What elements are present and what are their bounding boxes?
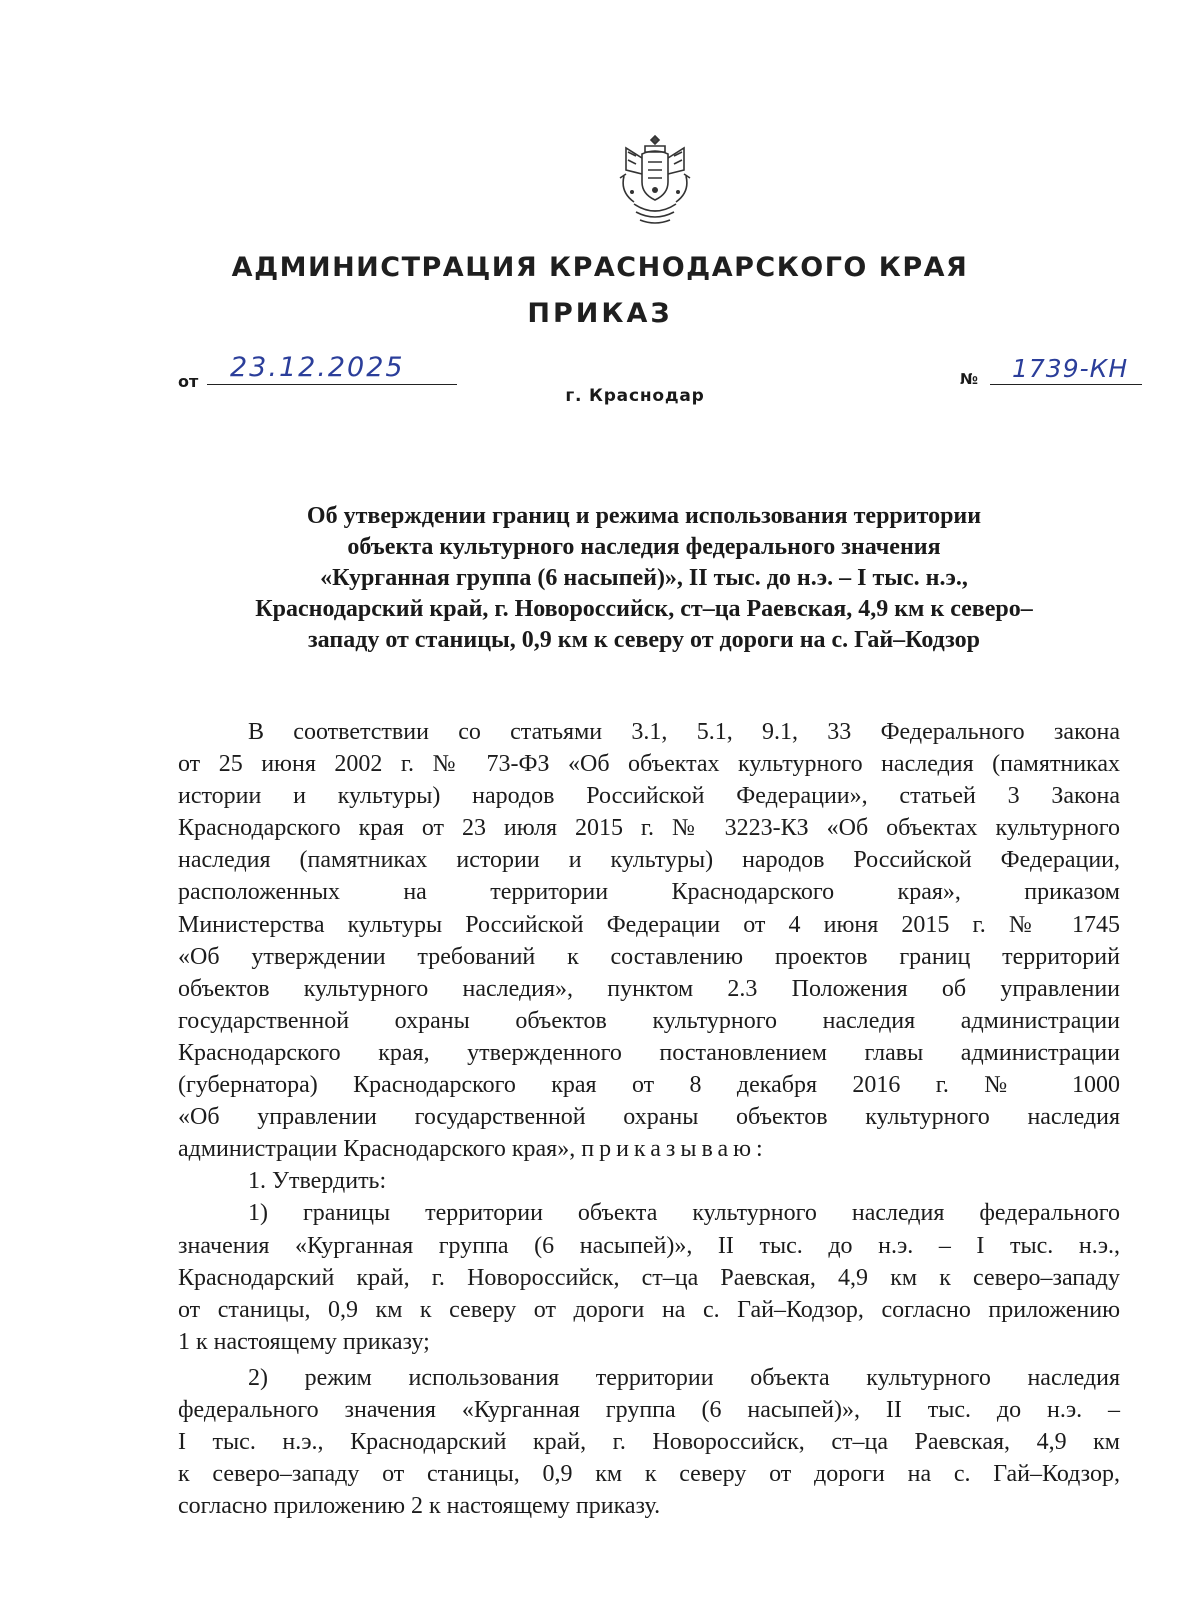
handwritten-date: 23.12.2025: [230, 352, 405, 383]
preamble-line: объектов культурного наследия», пунктом 2.3 Положения об управлении: [178, 975, 1120, 1002]
item-1: 1. Утвердить:: [248, 1168, 387, 1195]
sub-item-2-line: согласно приложению 2 к настоящему приказу.: [178, 1493, 661, 1520]
title-line: Об утверждении границ и режима использования территории: [306, 503, 982, 529]
preamble-line: Краснодарского края, утвержденного постановлением главы администрации: [178, 1039, 1120, 1066]
title-line: «Курганная группа (6 насыпей)», II тыс. до н.э. – I тыс. н.э.,: [320, 565, 968, 591]
date-underline: [207, 384, 457, 385]
sub-item-1-line: 1 к настоящему приказу;: [178, 1328, 430, 1355]
title-line: объекта культурного наследия федерального значения: [347, 534, 941, 560]
order-word: приказываю:: [581, 1136, 768, 1163]
preamble-last-line: [178, 1133, 1120, 1165]
sub-item-1-line: значения «Курганная группа (6 насыпей)», II тыс. до н.э. – I тыс. н.э.,: [178, 1232, 1120, 1259]
sub-item-2-line: к северо–западу от станицы, 0,9 км к северу от дороги на с. Гай–Кодзор,: [178, 1461, 1120, 1488]
sub-item-2-line: 2) режим использования территории объекта культурного наследия: [248, 1364, 1120, 1391]
document-title: [180, 501, 1108, 656]
preamble-line: истории и культуры) народов Российской Федерации», статьей 3 Закона: [178, 783, 1120, 810]
number-underline: [990, 384, 1142, 385]
sub-item-1-line: Краснодарский край, г. Новороссийск, ст–ца Раевская, 4,9 км к северо–западу: [178, 1264, 1120, 1291]
preamble-line: наследия (памятниках истории и культуры) народов Российской Федерации,: [178, 847, 1120, 874]
preamble-line: от 25 июня 2002 г. № 73-ФЗ «Об объектах культурного наследия (памятниках: [178, 751, 1120, 778]
date-prefix-label: от: [178, 372, 199, 391]
preamble-line: «Об утверждении требований к составлению проектов границ территорий: [178, 943, 1120, 970]
preamble-line: «Об управлении государственной охраны объектов культурного наследия: [178, 1104, 1120, 1131]
preamble-line: Министерства культуры Российской Федерации от 4 июня 2015 г. № 1745: [178, 911, 1120, 938]
sub-item-2-line: федерального значения «Курганная группа (6 насыпей)», II тыс. до н.э. –: [178, 1396, 1120, 1423]
preamble-line: (губернатора) Краснодарского края от 8 декабря 2016 г. № 1000: [178, 1072, 1120, 1099]
sub-item-2-line: I тыс. н.э., Краснодарский край, г. Новороссийск, ст–ца Раевская, 4,9 км: [178, 1429, 1120, 1456]
coat-of-arms-emblem: [612, 132, 698, 228]
preamble-line: В соответствии со статьями 3.1, 5.1, 9.1, 33 Федерального закона: [248, 719, 1120, 745]
number-label: №: [960, 370, 979, 388]
city-line: г. Краснодар: [565, 386, 705, 406]
preamble-line: государственной охраны объектов культурного наследия администрации: [178, 1007, 1120, 1034]
title-line: западу от станицы, 0,9 км к северу от дороги на с. Гай–Кодзор: [308, 627, 980, 653]
document-type: ПРИКАЗ: [527, 298, 673, 329]
sub-item-1-line: от станицы, 0,9 км к северу от дороги на с. Гай–Кодзор, согласно приложению: [178, 1296, 1120, 1323]
organization-name: АДМИНИСТРАЦИЯ КРАСНОДАРСКОГО КРАЯ: [231, 252, 969, 283]
preamble-line: расположенных на территории Краснодарского края», приказом: [178, 879, 1120, 906]
title-line: Краснодарский край, г. Новороссийск, ст–ца Раевская, 4,9 км к северо–: [255, 596, 1033, 622]
preamble-last-text: администрации Краснодарского края»,: [178, 1136, 576, 1163]
preamble-line: Краснодарского края от 23 июля 2015 г. № 3223-КЗ «Об объектах культурного: [178, 815, 1120, 842]
handwritten-number: 1739-КН: [1012, 354, 1129, 383]
document-body: [178, 716, 1120, 1522]
sub-item-1-line: 1) границы территории объекта культурного наследия федерального: [248, 1200, 1120, 1227]
